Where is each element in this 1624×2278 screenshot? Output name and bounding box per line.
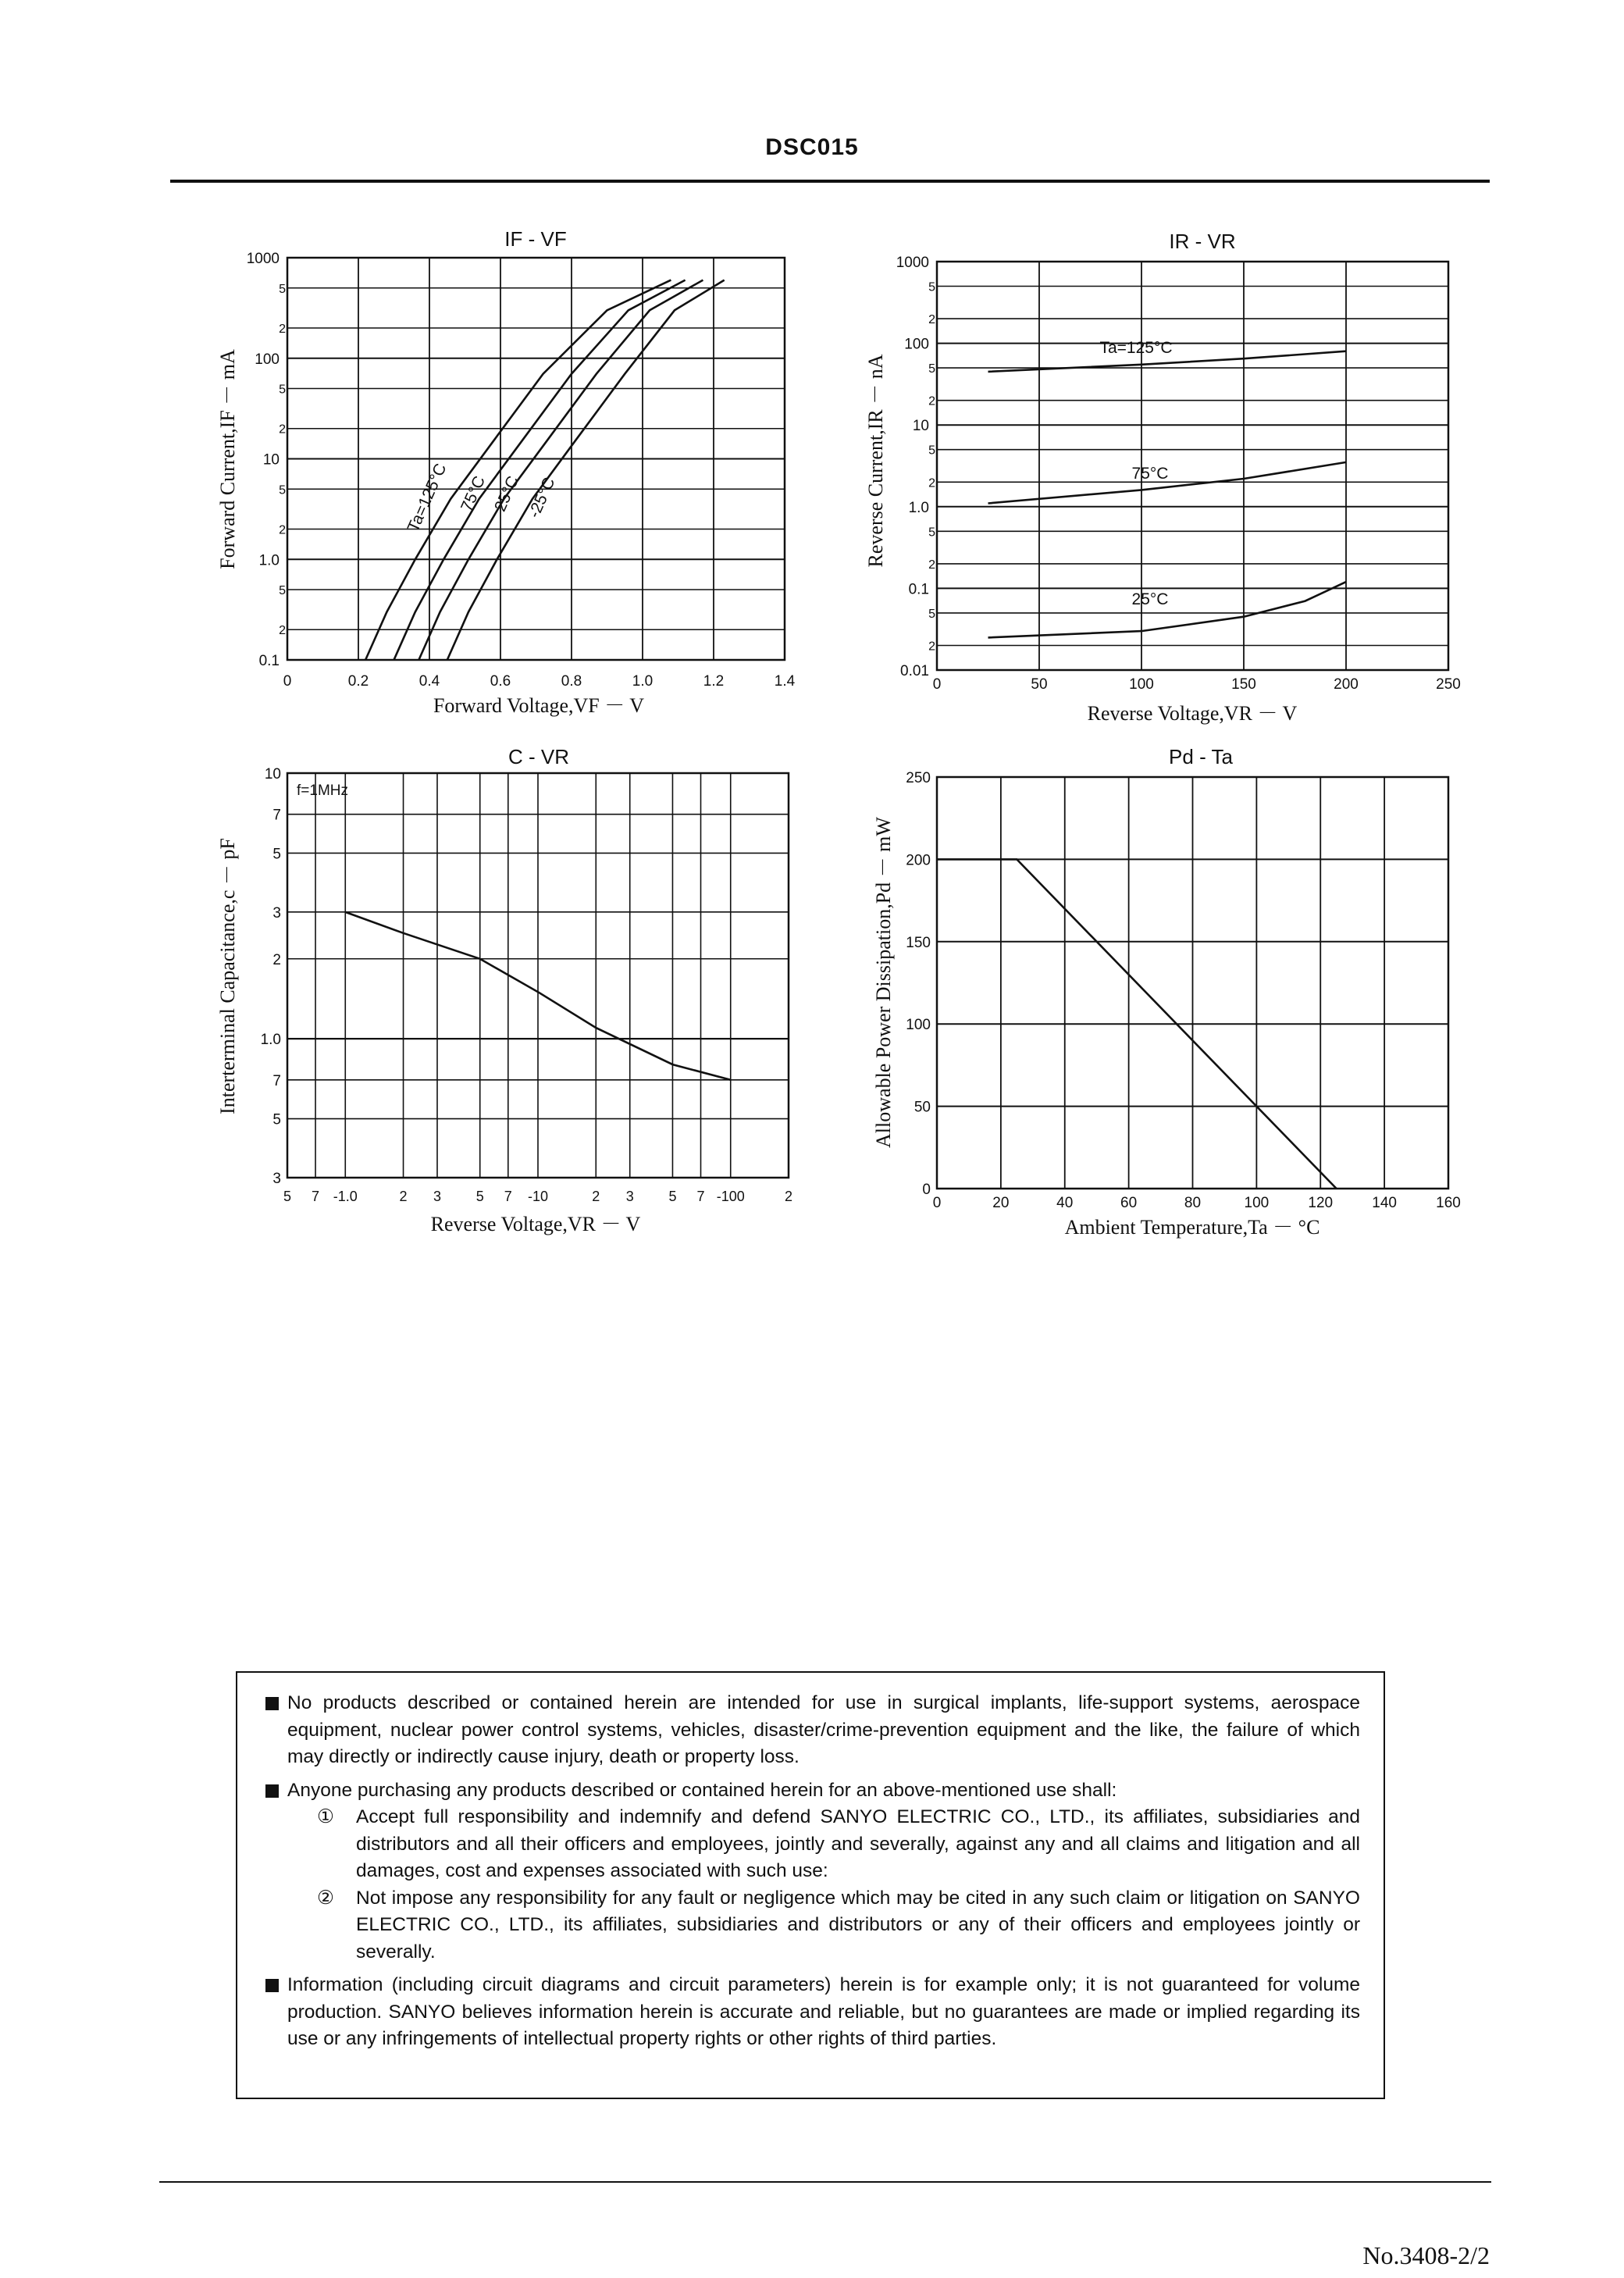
disclaimer-subtext: Not impose any responsibility for any fault or negligence which may be cited in any such claim or litigation on SANYO ELECTRIC CO., LTD., its affiliates, subsidiaries and distributors or any of their officers and employees jointly or severally. bbox=[356, 1887, 1360, 1963]
circled-number-1: ① bbox=[317, 1806, 334, 1827]
y-tick-label: 1000 bbox=[896, 255, 929, 271]
disclaimer-text: No products described or contained herein are intended for use in surgical implants, life-support systems, aerospace equipment, nuclear power control systems, vehicles, disaster/crime-prevention equipment and the like, the failure of which may directly or indirectly cause injury, death or property loss. bbox=[287, 1692, 1360, 1767]
y-tick-label: 5 bbox=[928, 526, 935, 540]
x-tick-label: 5 bbox=[475, 1189, 484, 1204]
y-axis-label: Interterminal Capacitance,c － pF bbox=[216, 838, 239, 1114]
x-tick-label: 2 bbox=[784, 1189, 793, 1204]
x-tick-label: 7 bbox=[312, 1189, 320, 1204]
y-tick-label: 1.0 bbox=[258, 552, 280, 569]
x-tick-label: 40 bbox=[1056, 1195, 1074, 1211]
y-tick-label: 2 bbox=[272, 951, 281, 968]
y-tick-label: 2 bbox=[928, 640, 935, 654]
y-tick-label: 5 bbox=[279, 483, 286, 497]
disclaimer-item bbox=[265, 1777, 1360, 1966]
y-axis-label: Reverse Current,IR － nA bbox=[864, 354, 887, 568]
y-tick-label: 100 bbox=[255, 351, 280, 368]
y-tick-label: 1.0 bbox=[260, 1032, 281, 1049]
y-tick-label: 7 bbox=[272, 1072, 281, 1089]
series-label: 75°C bbox=[458, 473, 490, 515]
y-tick-label: 5 bbox=[279, 584, 286, 598]
x-axis-label: Forward Voltage,VF － V bbox=[433, 694, 645, 717]
y-tick-label: 5 bbox=[272, 1111, 281, 1128]
x-axis-label: Reverse Voltage,VR － V bbox=[430, 1213, 641, 1235]
chart-title: IF - VF bbox=[504, 227, 567, 251]
circled-number-2: ② bbox=[317, 1887, 334, 1909]
x-tick-label: 160 bbox=[1436, 1195, 1461, 1211]
x-tick-label: 1.4 bbox=[774, 673, 796, 690]
disclaimer-text: Information (including circuit diagrams and circuit parameters) herein is for example only; it is not guaranteed for volume production. SANYO believes information herein is accurate and reliable, but no guarantees are made or implied regarding its use or any infringements of intellectual property rights or other rights of third parties. bbox=[287, 1974, 1360, 2049]
y-tick-label: 5 bbox=[928, 444, 935, 458]
x-tick-label: 7 bbox=[696, 1189, 705, 1204]
x-tick-label: 0 bbox=[932, 676, 942, 693]
square-bullet-icon bbox=[265, 1979, 279, 1992]
chart-title: C - VR bbox=[508, 745, 569, 768]
x-tick-label: 0.4 bbox=[418, 673, 440, 690]
y-tick-label: 250 bbox=[906, 770, 931, 786]
y-tick-label: 10 bbox=[264, 766, 281, 783]
x-tick-label: 120 bbox=[1308, 1195, 1334, 1211]
y-tick-label: 0.01 bbox=[900, 663, 929, 679]
x-axis-label: Ambient Temperature,Ta － °C bbox=[1064, 1216, 1320, 1239]
x-tick-label: 3 bbox=[625, 1189, 634, 1204]
x-tick-label: 5 bbox=[668, 1189, 677, 1204]
x-tick-label: 80 bbox=[1184, 1195, 1202, 1211]
y-tick-label: 5 bbox=[279, 383, 286, 397]
series-line bbox=[418, 280, 703, 660]
chart-title: IR - VR bbox=[1169, 230, 1236, 253]
y-tick-label: 150 bbox=[906, 934, 931, 951]
y-tick-label: 2 bbox=[928, 476, 935, 490]
y-tick-label: 100 bbox=[906, 1017, 931, 1034]
x-tick-label: 100 bbox=[1129, 676, 1154, 693]
y-tick-label: 2 bbox=[928, 394, 935, 408]
x-tick-label: 140 bbox=[1372, 1195, 1397, 1211]
x-tick-label: 50 bbox=[1031, 676, 1048, 693]
series-label: Ta=125°C bbox=[404, 461, 451, 535]
page-number: No.3408-2/2 bbox=[1362, 2241, 1490, 2269]
footer-rule bbox=[159, 2181, 1491, 2183]
y-tick-label: 5 bbox=[928, 607, 935, 621]
y-tick-label: 2 bbox=[928, 313, 935, 327]
x-tick-label: 20 bbox=[992, 1195, 1010, 1211]
series-label: 25°C bbox=[1131, 590, 1169, 608]
series-label: 25°C bbox=[491, 473, 523, 515]
x-tick-label: 0.8 bbox=[561, 673, 582, 690]
y-axis-label: Allowable Power Dissipation,Pd － mW bbox=[872, 817, 895, 1148]
y-tick-label: 5 bbox=[272, 846, 281, 863]
x-tick-label: 0.2 bbox=[347, 673, 369, 690]
square-bullet-icon bbox=[265, 1784, 279, 1798]
series-label: 75°C bbox=[1131, 465, 1169, 483]
x-tick-label: 100 bbox=[1244, 1195, 1270, 1211]
x-tick-label: 3 bbox=[433, 1189, 441, 1204]
disclaimer-box bbox=[236, 1671, 1385, 2099]
x-tick-label: -10 bbox=[527, 1189, 549, 1204]
x-tick-label: 0 bbox=[932, 1195, 942, 1211]
y-tick-label: 10 bbox=[262, 451, 280, 469]
disclaimer-item bbox=[265, 1690, 1360, 1771]
y-tick-label: 1.0 bbox=[908, 499, 929, 516]
x-tick-label: 2 bbox=[399, 1189, 408, 1204]
y-tick-label: 3 bbox=[272, 904, 281, 922]
y-tick-label: 7 bbox=[272, 807, 281, 824]
y-tick-label: 0 bbox=[922, 1182, 931, 1198]
y-tick-label: 3 bbox=[272, 1171, 281, 1187]
x-tick-label: 0.6 bbox=[490, 673, 511, 690]
x-tick-label: 150 bbox=[1231, 676, 1256, 693]
chart-title: Pd - Ta bbox=[1169, 745, 1233, 768]
series-label: -25°C bbox=[525, 475, 559, 521]
y-tick-label: 2 bbox=[279, 624, 286, 638]
y-tick-label: 50 bbox=[914, 1099, 931, 1116]
y-tick-label: 0.1 bbox=[258, 653, 280, 669]
y-tick-label: 5 bbox=[279, 282, 286, 296]
disclaimer-subitem bbox=[317, 1804, 1360, 1885]
x-tick-label: -1.0 bbox=[333, 1189, 358, 1204]
document-title: DSC015 bbox=[765, 134, 859, 160]
x-tick-label: 7 bbox=[504, 1189, 512, 1204]
series-line bbox=[365, 280, 671, 660]
y-axis-label: Forward Current,IF － mA bbox=[216, 349, 239, 569]
series-label: Ta=125°C bbox=[1099, 339, 1173, 357]
disclaimer-text: Anyone purchasing any products described or contained herein for an above-mentioned use shall: bbox=[287, 1779, 1117, 1801]
y-tick-label: 5 bbox=[928, 362, 935, 376]
x-tick-label: 250 bbox=[1436, 676, 1461, 693]
disclaimer-subtext: Accept full responsibility and indemnify and defend SANYO ELECTRIC CO., LTD., its affiliates, subsidiaries and distributors and all their officers and employees, jointly and severally, against any and all claims and litigation and all damages, cost and expenses associated with such use: bbox=[356, 1806, 1360, 1881]
x-tick-label: 5 bbox=[283, 1189, 292, 1204]
y-tick-label: 2 bbox=[279, 523, 286, 537]
disclaimer-subitem bbox=[317, 1885, 1360, 1966]
y-tick-label: 2 bbox=[279, 422, 286, 437]
y-tick-label: 0.1 bbox=[908, 581, 929, 598]
x-tick-label: -100 bbox=[716, 1189, 745, 1204]
x-tick-label: 1.2 bbox=[703, 673, 725, 690]
y-tick-label: 100 bbox=[904, 336, 929, 353]
x-tick-label: 1.0 bbox=[632, 673, 654, 690]
series-line bbox=[447, 280, 725, 660]
y-tick-label: 10 bbox=[912, 418, 929, 435]
y-tick-label: 2 bbox=[279, 322, 286, 336]
plot-frame bbox=[937, 262, 1448, 670]
y-tick-label: 200 bbox=[906, 852, 931, 869]
y-tick-label: 5 bbox=[928, 280, 935, 294]
square-bullet-icon bbox=[265, 1697, 279, 1710]
y-tick-label: 2 bbox=[928, 558, 935, 572]
x-axis-label: Reverse Voltage,VR － V bbox=[1087, 702, 1298, 725]
x-tick-label: 60 bbox=[1120, 1195, 1138, 1211]
y-tick-label: 1000 bbox=[246, 251, 280, 267]
annotation-label: f=1MHz bbox=[297, 783, 348, 799]
x-tick-label: 200 bbox=[1334, 676, 1359, 693]
disclaimer-item bbox=[265, 1972, 1360, 2053]
x-tick-label: 2 bbox=[592, 1189, 600, 1204]
x-tick-label: 0 bbox=[283, 673, 292, 690]
